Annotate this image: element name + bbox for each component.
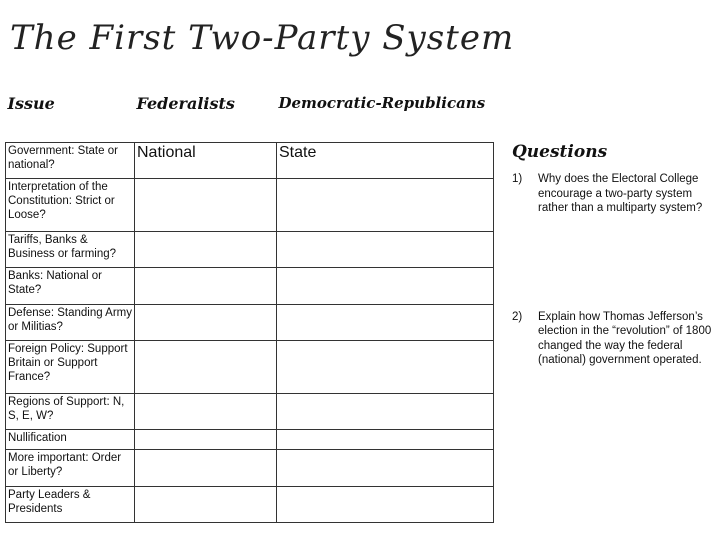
question-item [512, 310, 716, 368]
table-row [6, 486, 494, 522]
header-democratic-republicans: Democratic-Republicans [278, 94, 486, 112]
question-number: 1) [512, 173, 523, 185]
issue-cell: More important: Order or Liberty? [6, 450, 135, 486]
democratic-republicans-cell[interactable] [277, 393, 494, 429]
header-federalists: Federalists [136, 94, 235, 113]
issue-cell: Defense: Standing Army or Militias? [6, 304, 135, 340]
issue-cell: Regions of Support: N, S, E, W? [6, 393, 135, 429]
democratic-republicans-cell[interactable] [277, 232, 494, 268]
questions-heading: Questions [512, 142, 608, 162]
table-row [6, 430, 494, 450]
table-row [6, 143, 494, 179]
table-row [6, 450, 494, 486]
federalists-cell[interactable] [135, 341, 277, 394]
democratic-republicans-cell[interactable]: State [277, 143, 494, 179]
table-row [6, 232, 494, 268]
federalists-cell[interactable] [135, 179, 277, 232]
header-issue: Issue [7, 94, 55, 113]
federalists-cell[interactable] [135, 486, 277, 522]
issue-cell: Party Leaders & Presidents [6, 486, 135, 522]
question-text: Explain how Thomas Jefferson’s election in the “revolution” of 1800 changed the way the federal (national) government operated. [538, 310, 712, 366]
table-header-row [6, 88, 494, 143]
issue-cell: Interpretation of the Constitution: Strict or Loose? [6, 179, 135, 232]
party-comparison-table [5, 88, 494, 523]
federalists-cell[interactable] [135, 393, 277, 429]
table-row [6, 393, 494, 429]
issue-cell: Tariffs, Banks & Business or farming? [6, 232, 135, 268]
table-row [6, 304, 494, 340]
table-row [6, 268, 494, 304]
democratic-republicans-cell[interactable] [277, 486, 494, 522]
federalists-cell[interactable] [135, 450, 277, 486]
table-row [6, 179, 494, 232]
federalists-cell[interactable] [135, 304, 277, 340]
issue-cell: Nullification [6, 430, 135, 450]
democratic-republicans-cell[interactable] [277, 341, 494, 394]
federalists-cell[interactable]: National [135, 143, 277, 179]
question-number: 2) [512, 310, 523, 323]
democratic-republicans-cell[interactable] [277, 179, 494, 232]
question-text: Why does the Electoral College encourage a two-party system rather than a multiparty system? [538, 173, 703, 214]
issue-cell: Banks: National or State? [6, 268, 135, 304]
democratic-republicans-cell[interactable] [277, 450, 494, 486]
questions-panel [512, 142, 716, 368]
democratic-republicans-cell[interactable] [277, 268, 494, 304]
issue-cell: Government: State or national? [6, 143, 135, 179]
table-row [6, 341, 494, 394]
democratic-republicans-cell[interactable] [277, 304, 494, 340]
federalists-cell[interactable] [135, 430, 277, 450]
page-title: The First Two-Party System [10, 18, 515, 58]
federalists-cell[interactable] [135, 268, 277, 304]
question-item [512, 172, 716, 216]
issue-cell: Foreign Policy: Support Britain or Support France? [6, 341, 135, 394]
federalists-cell[interactable] [135, 232, 277, 268]
democratic-republicans-cell[interactable] [277, 430, 494, 450]
